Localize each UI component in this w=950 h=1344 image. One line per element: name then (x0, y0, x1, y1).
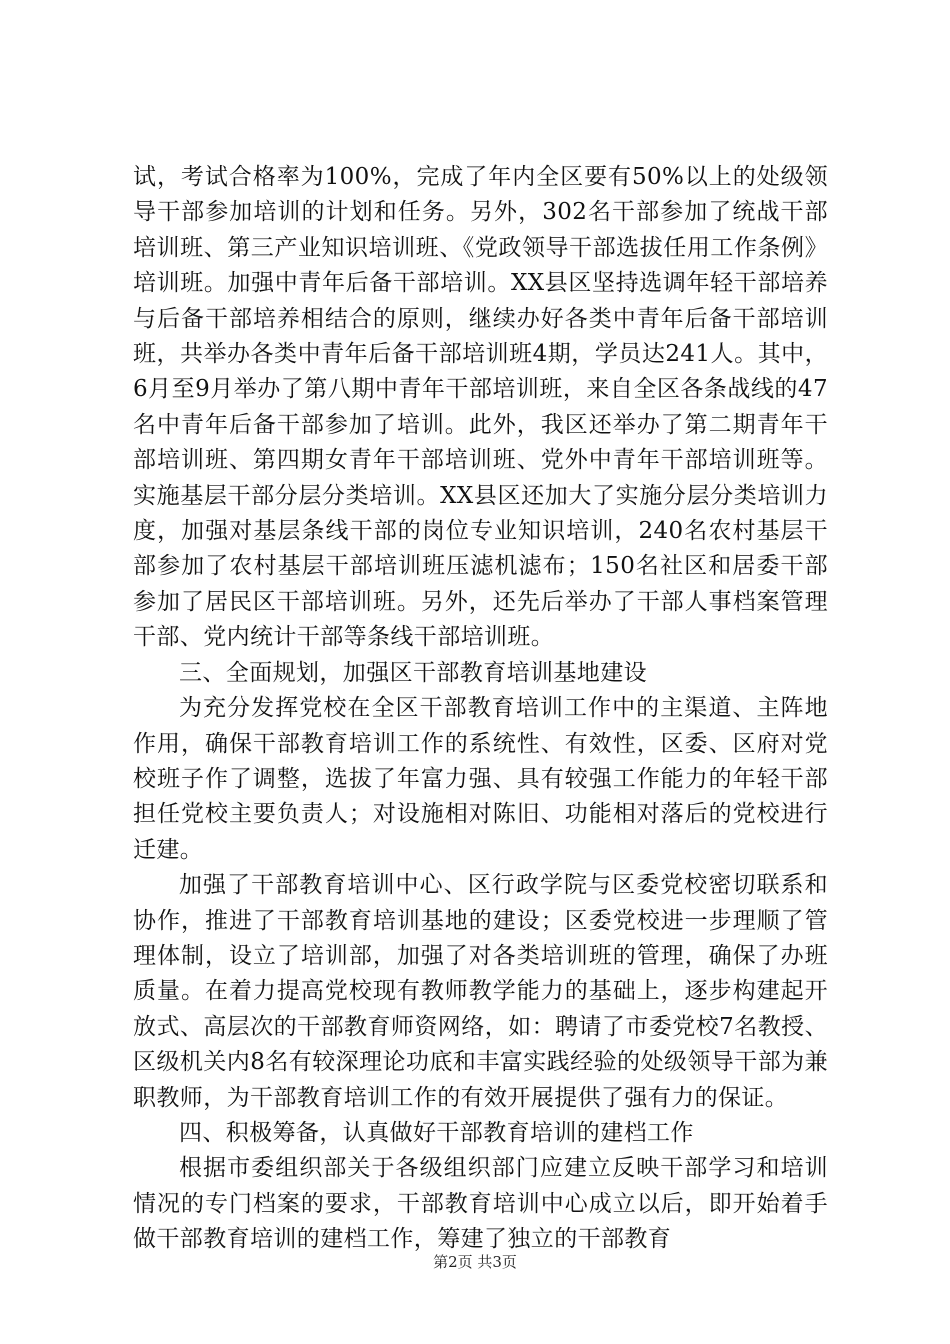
paragraph-party-school-role: 为充分发挥党校在全区干部教育培训工作中的主渠道、主阵地作用，确保干部教育培训工作的系统性、有效性，区委、区府对党校班子作了调整，选拔了年富力强、具有较强工作能力的年轻干部担任党校主要负责人；对设施相对陈旧、功能相对落后的党校进行迁建。 (133, 695, 828, 863)
section-heading-archiving: 四、积极筹备，认真做好干部教育培训的建档工作 (179, 1119, 694, 1146)
paragraph-base-cooperation: 加强了干部教育培训中心、区行政学院与区委党校密切联系和协作，推进了干部教育培训基地的建设；区委党校进一步理顺了管理体制，设立了培训部，加强了对各类培训班的管理，确保了办班质量。在着力提高党校现有教师教学能力的基础上，逐步构建起开放式、高层次的干部教育师资网络，如：聘请了市委党校7名教授、区级机关内8名有较深理论功底和丰富实践经验的处级领导干部为兼职教师，为干部教育培训工作的有效开展提供了强有力的保证。 (133, 872, 828, 1111)
page-number-footer: 第2页 共3页 (433, 1253, 517, 1271)
paragraph-archiving-work: 根据市委组织部关于各级组织部门应建立反映干部学习和培训情况的专门档案的要求，干部教育培训中心成立以后，即开始着手做干部教育培训的建档工作，筹建了独立的干部教育 (133, 1155, 828, 1253)
section-heading-base-construction: 三、全面规划，加强区干部教育培训基地建设 (179, 659, 647, 686)
paragraph-training-summary: 试，考试合格率为100%，完成了年内全区要有50%以上的处级领导干部参加培训的计划和任务。另外，302名干部参加了统战干部培训班、第三产业知识培训班、《党政领导干部选拔任用工作条例》培训班。加强中青年后备干部培训。XX县区坚持选调年轻干部培养与后备干部培养相结合的原则，继续办好各类中青年后备干部培训班，共举办各类中青年后备干部培训班4期，学员达241人。其中，6月至9月举办了第八期中青年干部培训班，来自全区各条战线的47名中青年后备干部参加了培训。此外，我区还举办了第二期青年干部培训班、第四期女青年干部培训班、党外中青年干部培训班等。实施基层干部分层分类培训。XX县区还加大了实施分层分类培训力度，加强对基层条线干部的岗位专业知识培训，240名农村基层干部参加了农村基层干部培训班压滤机滤布；150名社区和居委干部参加了居民区干部培训班。另外，还先后举办了干部人事档案管理干部、党内统计干部等条线干部培训班。 (133, 164, 828, 651)
document-body (133, 160, 828, 1258)
